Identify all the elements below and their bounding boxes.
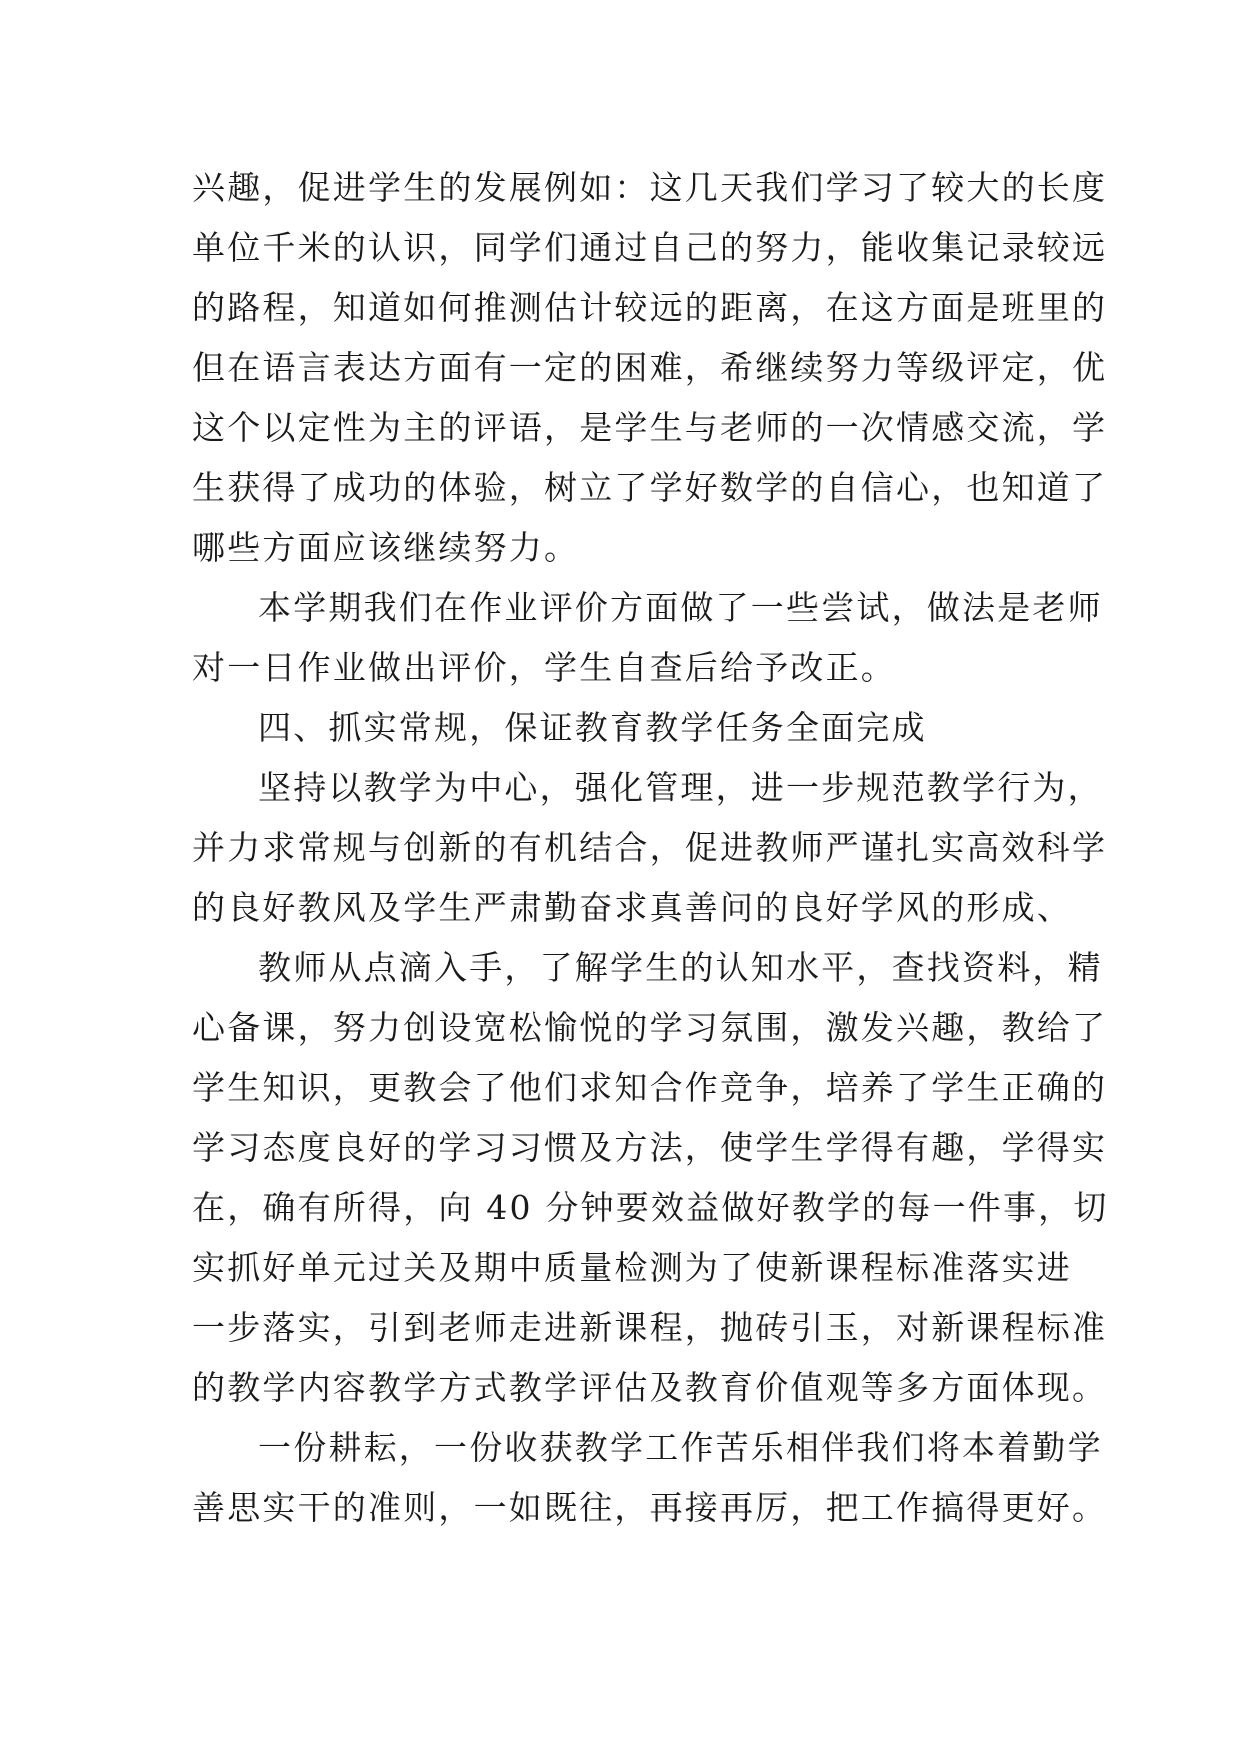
text-line: 并力求常规与创新的有机结合，促进教师严谨扎实高效科学 [192, 828, 1108, 867]
text-line: 的路程，知道如何推测估计较远的距离，在这方面是班里的 [192, 288, 1108, 327]
text-line: 在，确有所得，向 40 分钟要效益做好教学的每一件事，切 [192, 1188, 1109, 1227]
paragraph-first-line: 一份耕耘，一份收获教学工作苦乐相伴我们将本着勤学 [258, 1428, 1103, 1467]
paragraph-first-line: 教师从点滴入手，了解学生的认知水平，查找资料，精 [258, 948, 1103, 987]
text-line: 的良好教风及学生严肃勤奋求真善问的良好学风的形成、 [192, 888, 1072, 927]
text-line: 心备课，努力创设宽松愉悦的学习氛围，激发兴趣，教给了 [192, 1008, 1108, 1047]
text-line: 但在语言表达方面有一定的困难，希继续努力等级评定，优 [192, 348, 1108, 387]
text-line: 兴趣，促进学生的发展例如：这几天我们学习了较大的长度 [192, 168, 1108, 207]
text-line: 的教学内容教学方式教学评估及教育价值观等多方面体现。 [192, 1368, 1108, 1407]
text-line: 善思实干的准则，一如既往，再接再厉，把工作搞得更好。 [192, 1488, 1108, 1527]
text-line: 这个以定性为主的评语，是学生与老师的一次情感交流，学 [192, 408, 1108, 447]
text-line: 单位千米的认识，同学们通过自己的努力，能收集记录较远 [192, 228, 1108, 267]
text-line: 学生知识，更教会了他们求知合作竞争，培养了学生正确的 [192, 1068, 1108, 1107]
text-line: 哪些方面应该继续努力。 [192, 528, 580, 567]
text-line: 实抓好单元过关及期中质量检测为了使新课程标准落实进 [192, 1248, 1072, 1287]
paragraph-first-line: 坚持以教学为中心，强化管理，进一步规范教学行为， [258, 768, 1103, 807]
paragraph-first-line: 本学期我们在作业评价方面做了一些尝试，做法是老师 [258, 588, 1103, 627]
text-line: 对一日作业做出评价，学生自查后给予改正。 [192, 648, 896, 687]
document-body [192, 158, 1109, 1538]
text-line: 生获得了成功的体验，树立了学好数学的自信心，也知道了 [192, 468, 1108, 507]
text-line: 一步落实，引到老师走进新课程，抛砖引玉，对新课程标准 [192, 1308, 1108, 1347]
section-heading: 四、抓实常规，保证教育教学任务全面完成 [258, 708, 927, 747]
text-line: 学习态度良好的学习习惯及方法，使学生学得有趣，学得实 [192, 1128, 1108, 1167]
